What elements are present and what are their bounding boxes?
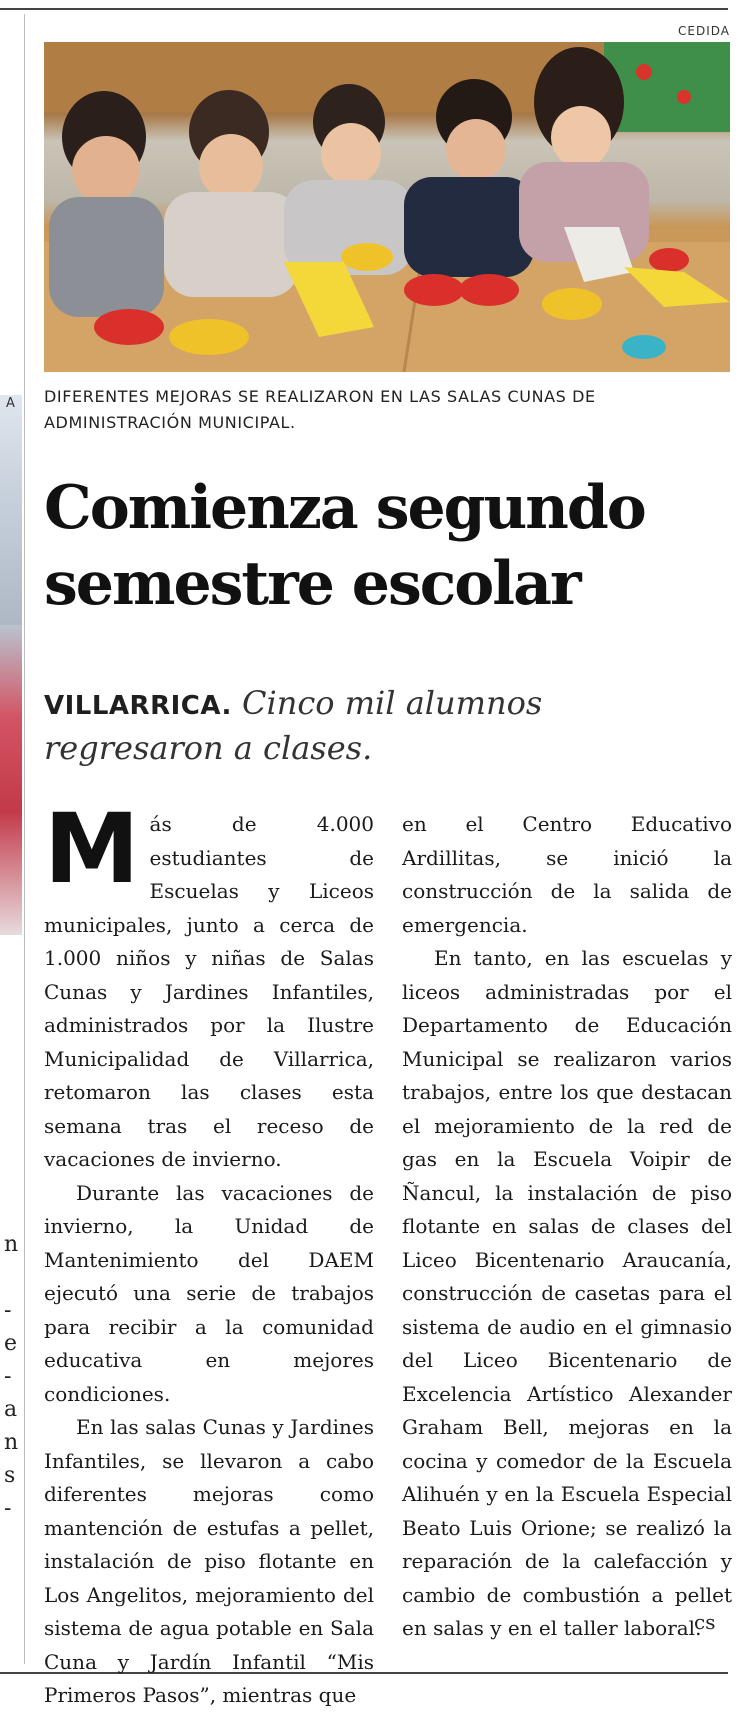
adjacent-photo-top bbox=[0, 395, 22, 625]
adjacent-letter bbox=[4, 1261, 22, 1294]
deck-kicker: Cinco mil alumnos regresaron a clases. bbox=[44, 684, 543, 767]
adjacent-photo-bottom bbox=[0, 625, 22, 935]
adjacent-caption-letter: A bbox=[6, 396, 15, 411]
body-paragraph: En las salas Cunas y Jardines Infantiles, se llevaron a cabo diferentes mejoras como mantención de estufas a pellet, instalación de piso flotante en Los Angelitos, mejoramiento del sistema de agua potable en Sala Cuna y Jardín Infantil “Mis Primeros Pasos”, mientras que bbox=[44, 1415, 374, 1707]
body-paragraph bbox=[44, 793, 374, 1177]
body-column-1 bbox=[44, 793, 374, 1713]
body-paragraph: Durante las vacaciones de invierno, la Unidad de Mantenimiento del DAEM ejecutó una serie de trabajos para recibir a la comunidad educativa en mejores condiciones. bbox=[44, 1180, 374, 1406]
deck bbox=[44, 682, 730, 769]
paragraph-text: ás de 4.000 estudiantes de Escuelas y Liceos municipales, junto a cerca de 1.000 niños y niñas de Salas Cunas y Jardines Infantiles, administrados por la Ilustre Municipalidad de Villarrica, retomaron las clases esta semana tras el receso de vacaciones de invierno. bbox=[44, 812, 374, 1171]
drop-cap: M bbox=[44, 793, 140, 905]
adjacent-letter: n bbox=[4, 1232, 19, 1257]
headline: Comienza segundo semestre escolar bbox=[44, 473, 645, 619]
adjacent-letter: e bbox=[4, 1331, 18, 1356]
article-photo bbox=[44, 42, 730, 372]
adjacent-letter: - bbox=[4, 1298, 12, 1323]
top-rule bbox=[0, 8, 728, 10]
photo-credit: CEDIDA bbox=[678, 24, 730, 38]
end-mark: cs bbox=[694, 1610, 716, 1634]
adjacent-letter: a bbox=[4, 1397, 18, 1422]
body-paragraph: En tanto, en las escuelas y liceos administradas por el Departamento de Educación Municipal se realizaron varios trabajos, entre los que destacan el mejoramiento de la red de gas en la Escuela Voipir de Ñancul, la instalación de piso flotante en salas de clases del Liceo Bicentenario Araucanía, construcción de casetas para el sistema de audio en el gimnasio del Liceo Bicentenario de Excelencia Artístico Alexander Graham Bell, mejoras en la cocina y comedor de la Escuela Alihuén y en la Escuela Especial Beato Luis Orione; se realizó la reparación de la calefacción y cambio de combustión a pellet en salas y en el taller laboral. bbox=[402, 946, 732, 1640]
adjacent-letter: s bbox=[4, 1463, 16, 1488]
adjacent-letter: n bbox=[4, 1430, 19, 1455]
body-column-2 bbox=[402, 808, 732, 1646]
photo-caption: DIFERENTES MEJORAS SE REALIZARON EN LAS SALAS CUNAS DE ADMINISTRACIÓN MUNICIPAL. bbox=[44, 387, 596, 432]
adjacent-text-edge bbox=[4, 1228, 22, 1525]
dateline-place: VILLARRICA. bbox=[44, 691, 232, 721]
adjacent-letter: - bbox=[4, 1496, 12, 1521]
children-crafts-photo-icon bbox=[44, 42, 730, 372]
adjacent-letter: - bbox=[4, 1364, 12, 1389]
column-divider bbox=[24, 14, 25, 1664]
body-paragraph: en el Centro Educativo Ardillitas, se inició la construcción de la salida de emergencia. bbox=[402, 812, 732, 937]
